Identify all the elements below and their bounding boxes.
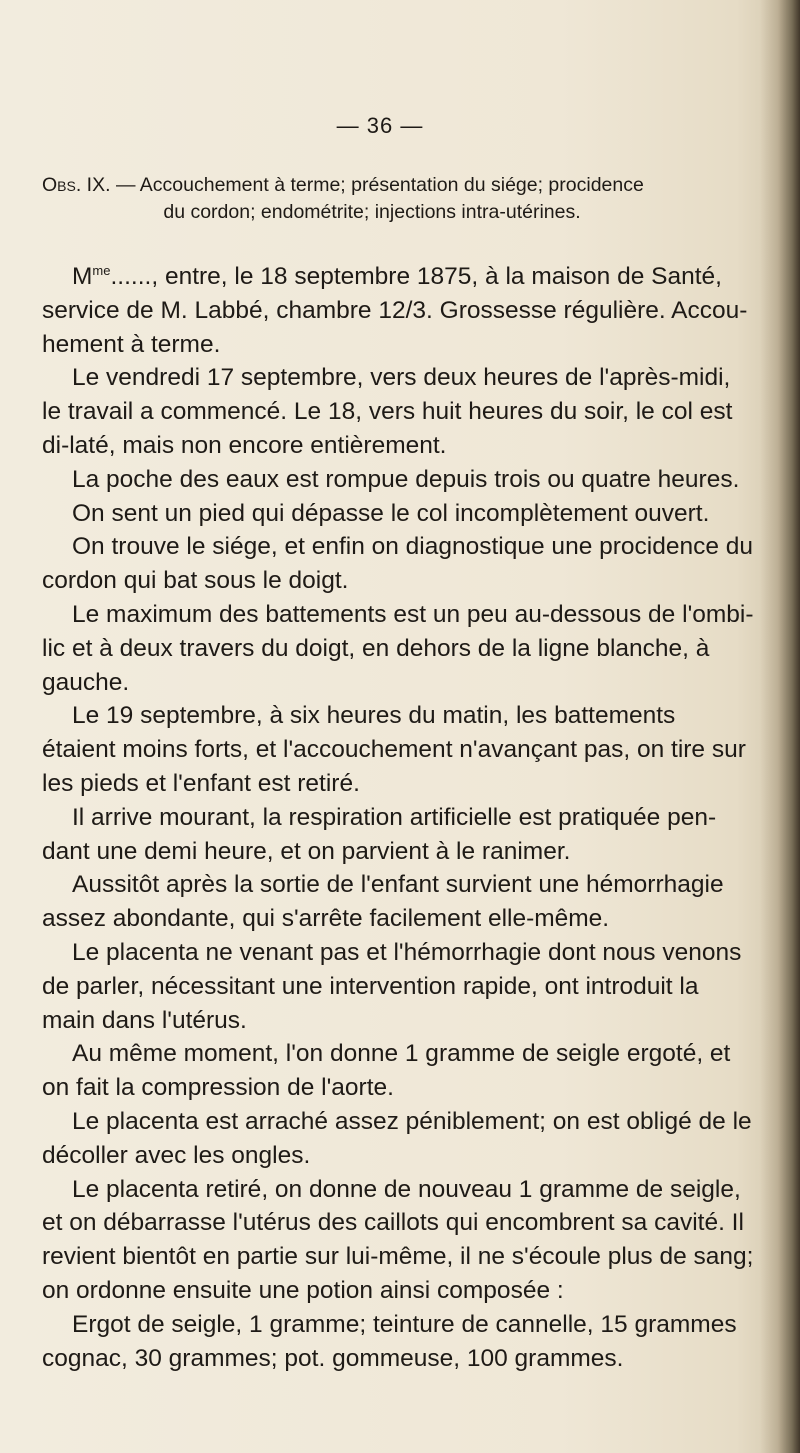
- paragraph: [42, 260, 754, 361]
- heading-line-1: IX. — Accouchement à terme; présentation du siége; procidence: [81, 174, 644, 196]
- paragraph: Le vendredi 17 septembre, vers deux heures de l'après-midi, le travail a commencé. Le 18, vers huit heures du soir, le col est di-laté, mais non encore entièrement.: [42, 364, 733, 459]
- paragraph: Ergot de seigle, 1 gramme; teinture de cannelle, 15 grammes cognac, 30 grammes; pot. gommeuse, 100 grammes.: [42, 1310, 737, 1372]
- title-abbrev: M: [72, 263, 93, 290]
- paragraph: On trouve le siége, et enfin on diagnostique une procidence du cordon qui bat sous le doigt.: [42, 533, 754, 595]
- paragraph: On sent un pied qui dépasse le col incomplètement ouvert.: [72, 499, 710, 527]
- page-number: — 36 —: [336, 113, 424, 138]
- observation-body: [42, 260, 754, 1375]
- paragraph: Le placenta retiré, on donne de nouveau 1 gramme de seigle, et on débarrasse l'utérus des caillots qui encombrent sa cavité. Il revient bientôt en partie sur lui-même, il ne s'écoule plus de sang; on ordonne ensuite une potion ainsi composée :: [42, 1175, 754, 1304]
- paragraph: La poche des eaux est rompue depuis trois ou quatre heures.: [72, 465, 740, 493]
- binding-edge-shadow: [760, 0, 800, 1453]
- heading-line-2: du cordon; endométrite; injections intra-utérines.: [163, 201, 581, 223]
- paragraph: Le placenta ne venant pas et l'hémorrhagie dont nous venons de parler, nécessitant une intervention rapide, ont introduit la main dans l'utérus.: [42, 938, 742, 1034]
- title-abbrev-sup: me: [92, 263, 111, 278]
- paragraph: Le 19 septembre, à six heures du matin, les battements étaient moins forts, et l'accouchement n'avançant pas, on tire sur les pieds et l'enfant est retiré.: [42, 702, 746, 797]
- paragraph: Le maximum des battements est un peu au-dessous de l'ombi-lic et à deux travers du doigt, en dehors de la ligne blanche, à gauche.: [42, 600, 754, 696]
- paragraph: Il arrive mourant, la respiration artificielle est pratiquée pen-dant une demi heure, et on parvient à le ranimer.: [42, 803, 717, 865]
- obs-label: Obs.: [42, 174, 82, 196]
- paragraph: Aussitôt après la sortie de l'enfant survient une hémorrhagie assez abondante, qui s'arrête facilement elle-même.: [42, 871, 724, 933]
- paragraph: Le placenta est arraché assez péniblement; on est obligé de le décoller avec les ongles.: [42, 1107, 752, 1169]
- observation-heading: [42, 172, 742, 226]
- paragraph-text: ......, entre, le 18 septembre 1875, à la maison de Santé, service de M. Labbé, chambre 12/3. Grossesse régulière. Accou-hement à terme.: [42, 263, 748, 358]
- paragraph: Au même moment, l'on donne 1 gramme de seigle ergoté, et on fait la compression de l'aorte.: [42, 1040, 731, 1102]
